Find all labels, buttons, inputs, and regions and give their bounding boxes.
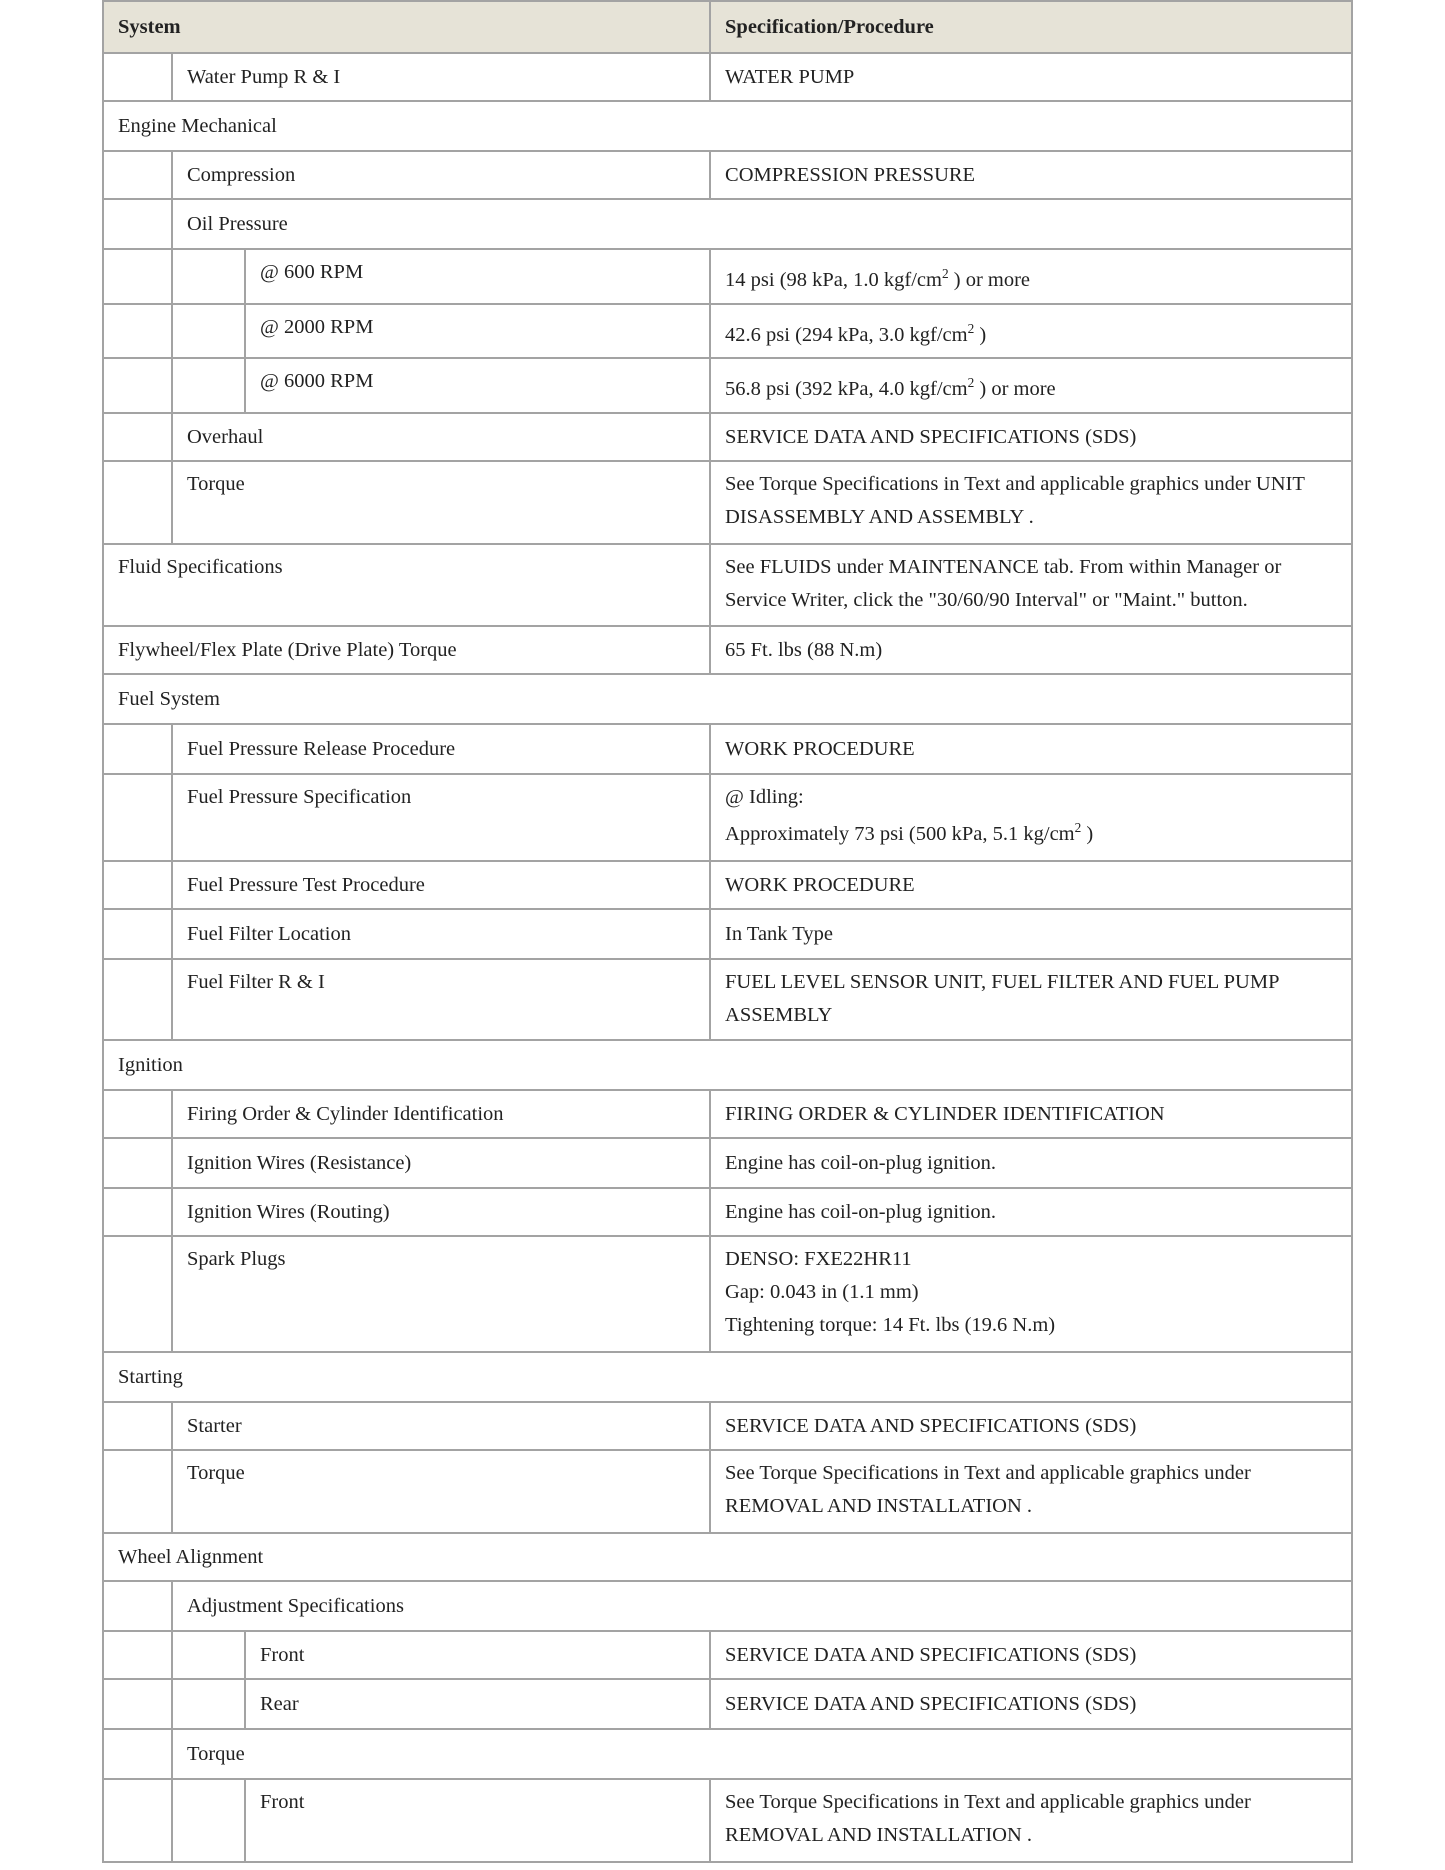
spec-line: Tightening torque: 14 Ft. lbs (19.6 N.m): [725, 1314, 1056, 1336]
spec-line: DENSO: FXE22HR11: [725, 1248, 912, 1270]
system-cell: Water Pump R & I: [172, 53, 710, 101]
system-cell: Ignition Wires (Resistance): [172, 1138, 710, 1188]
spec-cell: SERVICE DATA AND SPECIFICATIONS (SDS): [710, 1402, 1352, 1450]
table-row: [103, 1402, 1352, 1450]
superscript: 2: [941, 266, 949, 282]
table-row: [103, 1188, 1352, 1236]
spec-cell: 65 Ft. lbs (88 N.m): [710, 626, 1352, 674]
section-heading: Starting: [103, 1352, 1352, 1402]
table-row: [103, 909, 1352, 959]
system-cell: Fuel Pressure Release Procedure: [172, 724, 710, 774]
table-row: [103, 151, 1352, 199]
system-cell: Fuel Pressure Specification: [172, 774, 710, 861]
spec-cell: WORK PROCEDURE: [710, 724, 1352, 774]
section-row: [103, 1040, 1352, 1090]
spec-line: [725, 814, 1337, 854]
subsection-heading: Adjustment Specifications: [172, 1581, 1352, 1631]
system-cell: Torque: [172, 1450, 710, 1533]
subsection-row: [103, 1729, 1352, 1779]
system-cell: Rear: [245, 1679, 710, 1729]
spec-cell: Engine has coil-on-plug ignition.: [710, 1138, 1352, 1188]
system-cell: Overhaul: [172, 413, 710, 461]
section-heading: Engine Mechanical: [103, 101, 1352, 151]
spec-cell: [710, 304, 1352, 358]
spec-text: ): [1081, 823, 1094, 845]
system-cell: Compression: [172, 151, 710, 199]
system-cell: Fuel Filter Location: [172, 909, 710, 959]
table-row: [103, 1679, 1352, 1729]
table-row: [103, 774, 1352, 861]
table-row: [103, 461, 1352, 544]
subsection-heading: Oil Pressure: [172, 199, 1352, 249]
section-heading: Wheel Alignment: [103, 1533, 1352, 1581]
table-header-row: [103, 1, 1352, 53]
spec-text: 42.6 psi (294 kPa, 3.0 kgf/cm: [725, 323, 968, 346]
table-row: [103, 724, 1352, 774]
spec-cell: [710, 358, 1352, 413]
spec-cell: [710, 774, 1352, 861]
table-row: [103, 544, 1352, 626]
system-cell: @ 600 RPM: [245, 249, 710, 304]
system-cell: Fluid Specifications: [103, 544, 710, 626]
system-column-header: System: [103, 1, 710, 53]
system-cell: Flywheel/Flex Plate (Drive Plate) Torque: [103, 626, 710, 674]
spec-cell: [710, 249, 1352, 304]
system-cell: Ignition Wires (Routing): [172, 1188, 710, 1236]
table-row: [103, 1779, 1352, 1862]
spec-text: 14 psi (98 kPa, 1.0 kgf/cm: [725, 269, 942, 291]
spec-text: ): [974, 323, 987, 346]
system-cell: @ 6000 RPM: [245, 358, 710, 413]
subsection-row: [103, 199, 1352, 249]
subsection-heading: Torque: [172, 1729, 1352, 1779]
system-cell: Starter: [172, 1402, 710, 1450]
specification-table: [102, 0, 1353, 1863]
table-row: [103, 1236, 1352, 1352]
system-cell: Torque: [172, 461, 710, 544]
superscript: 2: [1074, 820, 1082, 836]
spec-cell: See FLUIDS under MAINTENANCE tab. From within Manager or Service Writer, click the "30/60/90 Interval" or "Maint." button.: [710, 544, 1352, 626]
spec-cell: SERVICE DATA AND SPECIFICATIONS (SDS): [710, 413, 1352, 461]
section-row: [103, 674, 1352, 724]
spec-line: Gap: 0.043 in (1.1 mm): [725, 1281, 919, 1303]
system-cell: Firing Order & Cylinder Identification: [172, 1090, 710, 1138]
system-cell: Front: [245, 1779, 710, 1862]
spec-cell: WORK PROCEDURE: [710, 861, 1352, 909]
system-cell: @ 2000 RPM: [245, 304, 710, 358]
spec-cell: SERVICE DATA AND SPECIFICATIONS (SDS): [710, 1679, 1352, 1729]
superscript: 2: [967, 375, 975, 391]
superscript: 2: [967, 320, 975, 336]
spec-cell: [710, 1236, 1352, 1352]
spec-cell: See Torque Specifications in Text and applicable graphics under UNIT DISASSEMBLY AND ASSEMBLY .: [710, 461, 1352, 544]
table-row: [103, 626, 1352, 674]
spec-cell: Engine has coil-on-plug ignition.: [710, 1188, 1352, 1236]
spec-column-header: Specification/Procedure: [710, 1, 1352, 53]
spec-text: ) or more: [974, 378, 1056, 400]
table-row: [103, 1631, 1352, 1679]
section-row: [103, 1533, 1352, 1581]
table-row: [103, 413, 1352, 461]
table-row: [103, 53, 1352, 101]
spec-line: @ Idling:: [725, 786, 804, 808]
section-row: [103, 1352, 1352, 1402]
table-row: [103, 1090, 1352, 1138]
spec-cell: COMPRESSION PRESSURE: [710, 151, 1352, 199]
system-cell: Fuel Pressure Test Procedure: [172, 861, 710, 909]
table-row: [103, 358, 1352, 413]
table-row: [103, 249, 1352, 304]
spec-text: ) or more: [948, 269, 1031, 291]
system-cell: Front: [245, 1631, 710, 1679]
table-row: [103, 1138, 1352, 1188]
system-cell: Spark Plugs: [172, 1236, 710, 1352]
spec-text: 56.8 psi (392 kPa, 4.0 kgf/cm: [725, 378, 968, 400]
section-heading: Ignition: [103, 1040, 1352, 1090]
table-row: [103, 1450, 1352, 1533]
subsection-row: [103, 1581, 1352, 1631]
table-row: [103, 959, 1352, 1040]
spec-text: Approximately 73 psi (500 kPa, 5.1 kg/cm: [725, 823, 1075, 845]
section-row: [103, 101, 1352, 151]
table-row: [103, 861, 1352, 909]
spec-cell: SERVICE DATA AND SPECIFICATIONS (SDS): [710, 1631, 1352, 1679]
spec-cell: FUEL LEVEL SENSOR UNIT, FUEL FILTER AND FUEL PUMP ASSEMBLY: [710, 959, 1352, 1040]
spec-cell: FIRING ORDER & CYLINDER IDENTIFICATION: [710, 1090, 1352, 1138]
spec-cell: WATER PUMP: [710, 53, 1352, 101]
spec-cell: See Torque Specifications in Text and applicable graphics under REMOVAL AND INSTALLATION .: [710, 1450, 1352, 1533]
section-heading: Fuel System: [103, 674, 1352, 724]
system-cell: Fuel Filter R & I: [172, 959, 710, 1040]
spec-cell: In Tank Type: [710, 909, 1352, 959]
spec-cell: See Torque Specifications in Text and applicable graphics under REMOVAL AND INSTALLATION .: [710, 1779, 1352, 1862]
table-row: [103, 304, 1352, 358]
